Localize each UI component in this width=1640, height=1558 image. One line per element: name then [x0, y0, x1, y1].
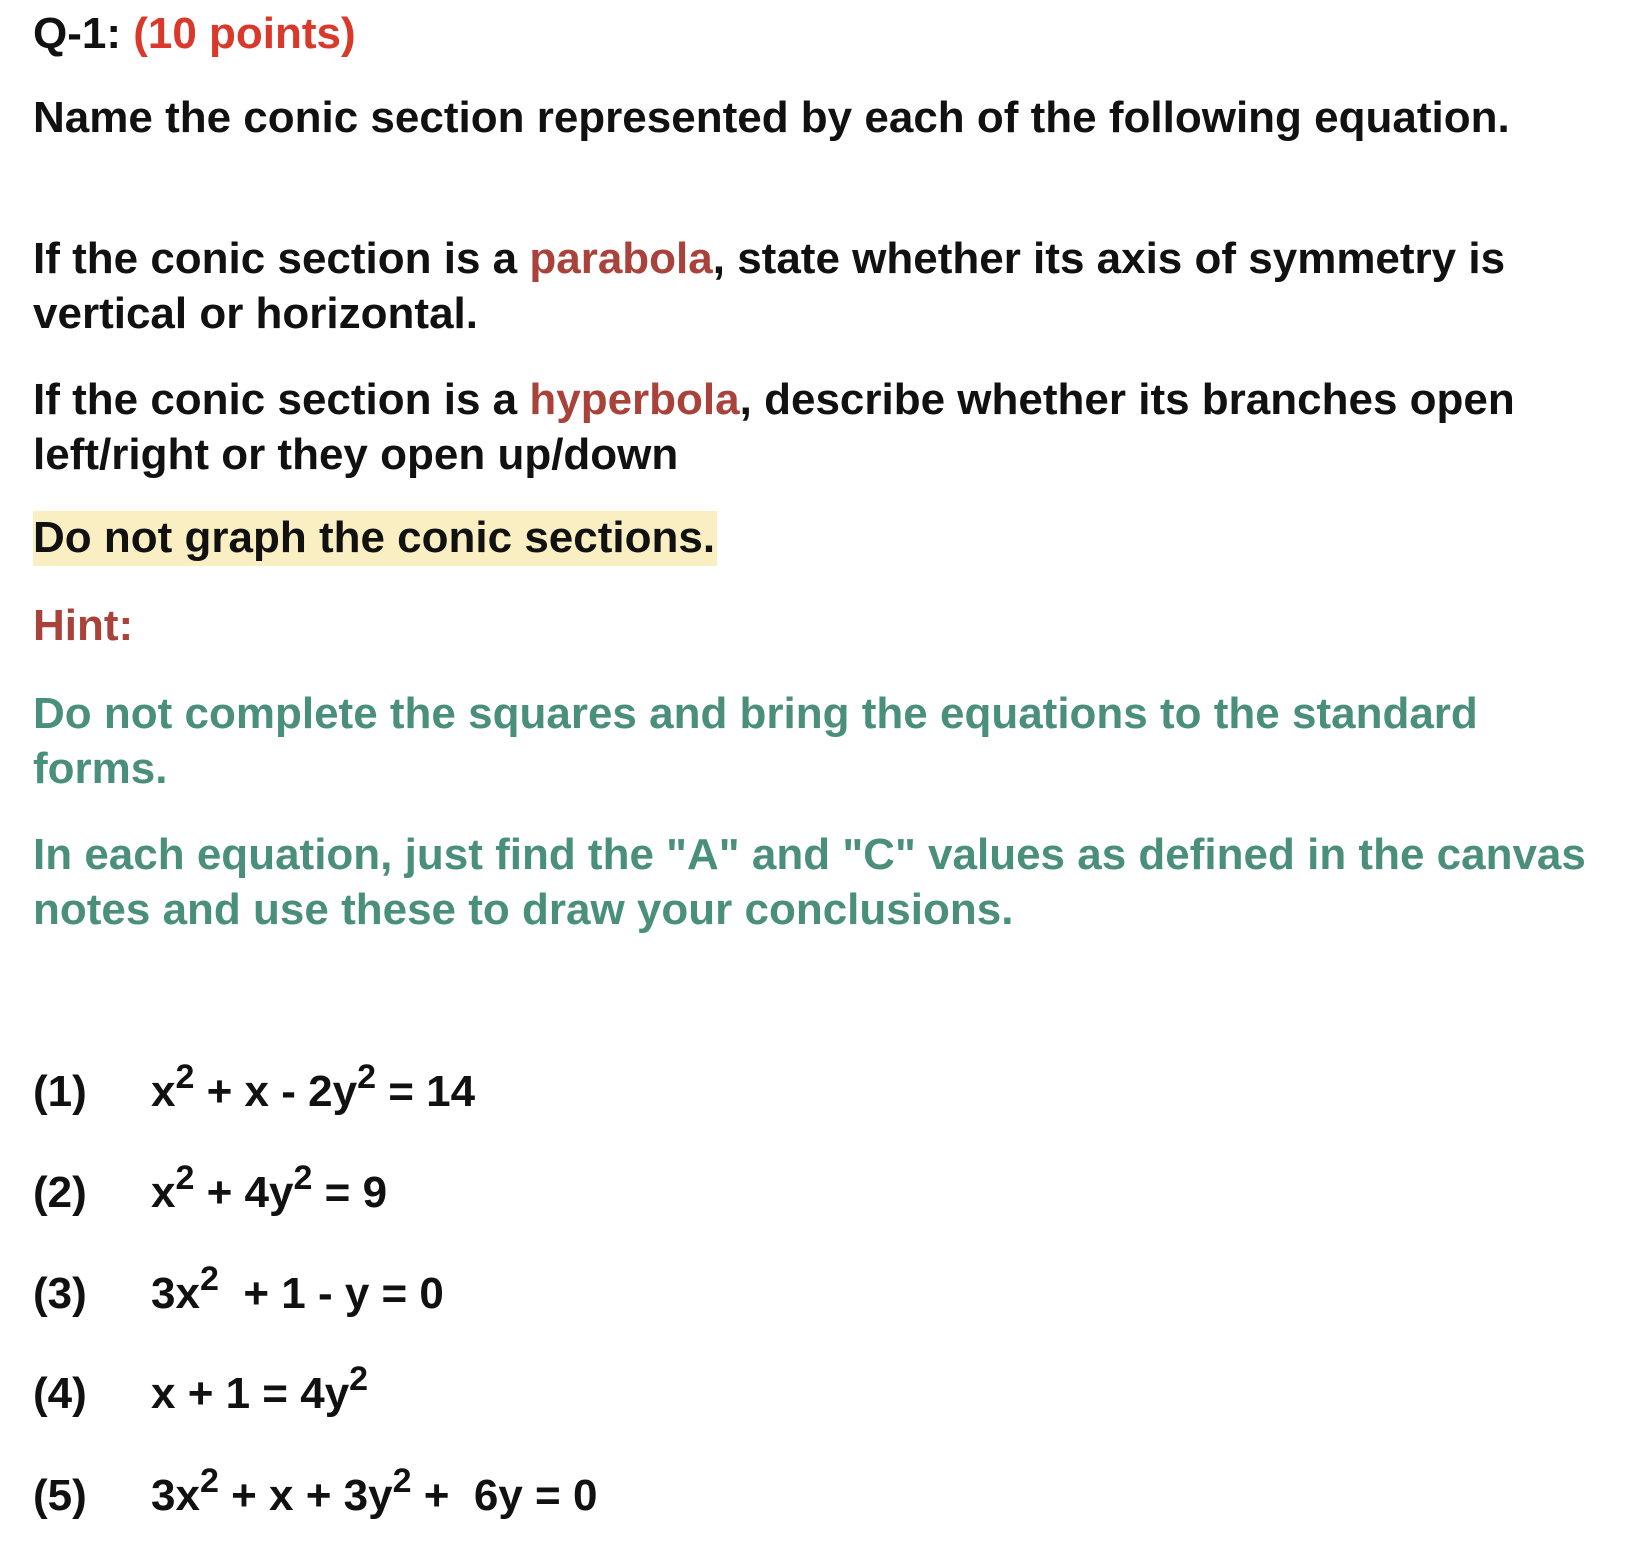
equation-expression	[151, 1058, 476, 1122]
parabola-text-before: If the conic section is a	[33, 234, 530, 283]
equation-number: (2)	[33, 1168, 87, 1217]
eq-term: x + 1 = 4y	[151, 1369, 350, 1418]
hyperbola-text-after: , describe whether its branches open left/right or they open up/down	[33, 375, 1515, 479]
hyperbola-text-before: If the conic section is a	[33, 375, 530, 424]
eq-term: + x - 2y	[194, 1067, 358, 1116]
hint-line-1: Do not complete the squares and bring the equations to the standard forms.	[33, 689, 1478, 793]
instruction-parabola	[33, 231, 1613, 341]
parabola-term: parabola	[529, 234, 713, 283]
hint-line-2: In each equation, just find the "A" and "C" values as defined in the canvas notes and use these to draw your conclusions.	[33, 830, 1586, 934]
eq-exponent: 2	[357, 1058, 376, 1096]
equation-row-3	[33, 1260, 444, 1324]
eq-exponent: 2	[175, 1058, 195, 1096]
eq-exponent: 2	[293, 1159, 313, 1197]
eq-term: + 4y	[194, 1168, 294, 1217]
eq-exponent: 2	[349, 1360, 369, 1398]
equation-row-2	[33, 1159, 388, 1223]
equation-expression	[151, 1462, 598, 1526]
question-header	[33, 6, 1613, 61]
eq-term: 3x	[151, 1471, 200, 1520]
eq-exponent: 2	[199, 1462, 219, 1500]
eq-exponent: 2	[175, 1159, 195, 1197]
equation-expression	[151, 1360, 369, 1424]
eq-term: = 14	[376, 1067, 476, 1116]
eq-term: = 9	[312, 1168, 388, 1217]
eq-term: x	[151, 1067, 176, 1116]
equation-expression	[151, 1159, 388, 1223]
equation-row-4	[33, 1360, 369, 1424]
eq-term: x	[151, 1168, 176, 1217]
equation-number: (3)	[33, 1269, 87, 1318]
instruction-intro: Name the conic section represented by each of the following equation.	[33, 93, 1510, 142]
equation-number: (5)	[33, 1471, 87, 1520]
instruction-hyperbola	[33, 372, 1613, 482]
no-graph-highlight: Do not graph the conic sections.	[33, 511, 717, 566]
equation-number: (1)	[33, 1067, 87, 1116]
question-label: Q-1:	[33, 9, 121, 58]
equation-number: (4)	[33, 1369, 87, 1418]
equation-row-5	[33, 1462, 598, 1526]
hint-label: Hint:	[33, 601, 134, 650]
equation-expression	[151, 1260, 444, 1324]
no-graph-note	[33, 510, 1613, 565]
eq-term: + 6y = 0	[411, 1471, 598, 1520]
eq-exponent: 2	[392, 1462, 412, 1500]
hyperbola-term: hyperbola	[529, 375, 740, 424]
question-points: (10 points)	[133, 9, 356, 58]
parabola-text-after: , state whether its axis of symmetry is vertical or horizontal.	[33, 234, 1506, 338]
eq-term: + x + 3y	[218, 1471, 393, 1520]
eq-term: 3x	[151, 1269, 200, 1318]
equation-row-1	[33, 1058, 476, 1122]
eq-exponent: 2	[199, 1260, 219, 1298]
eq-term: + 1 - y = 0	[218, 1269, 444, 1318]
